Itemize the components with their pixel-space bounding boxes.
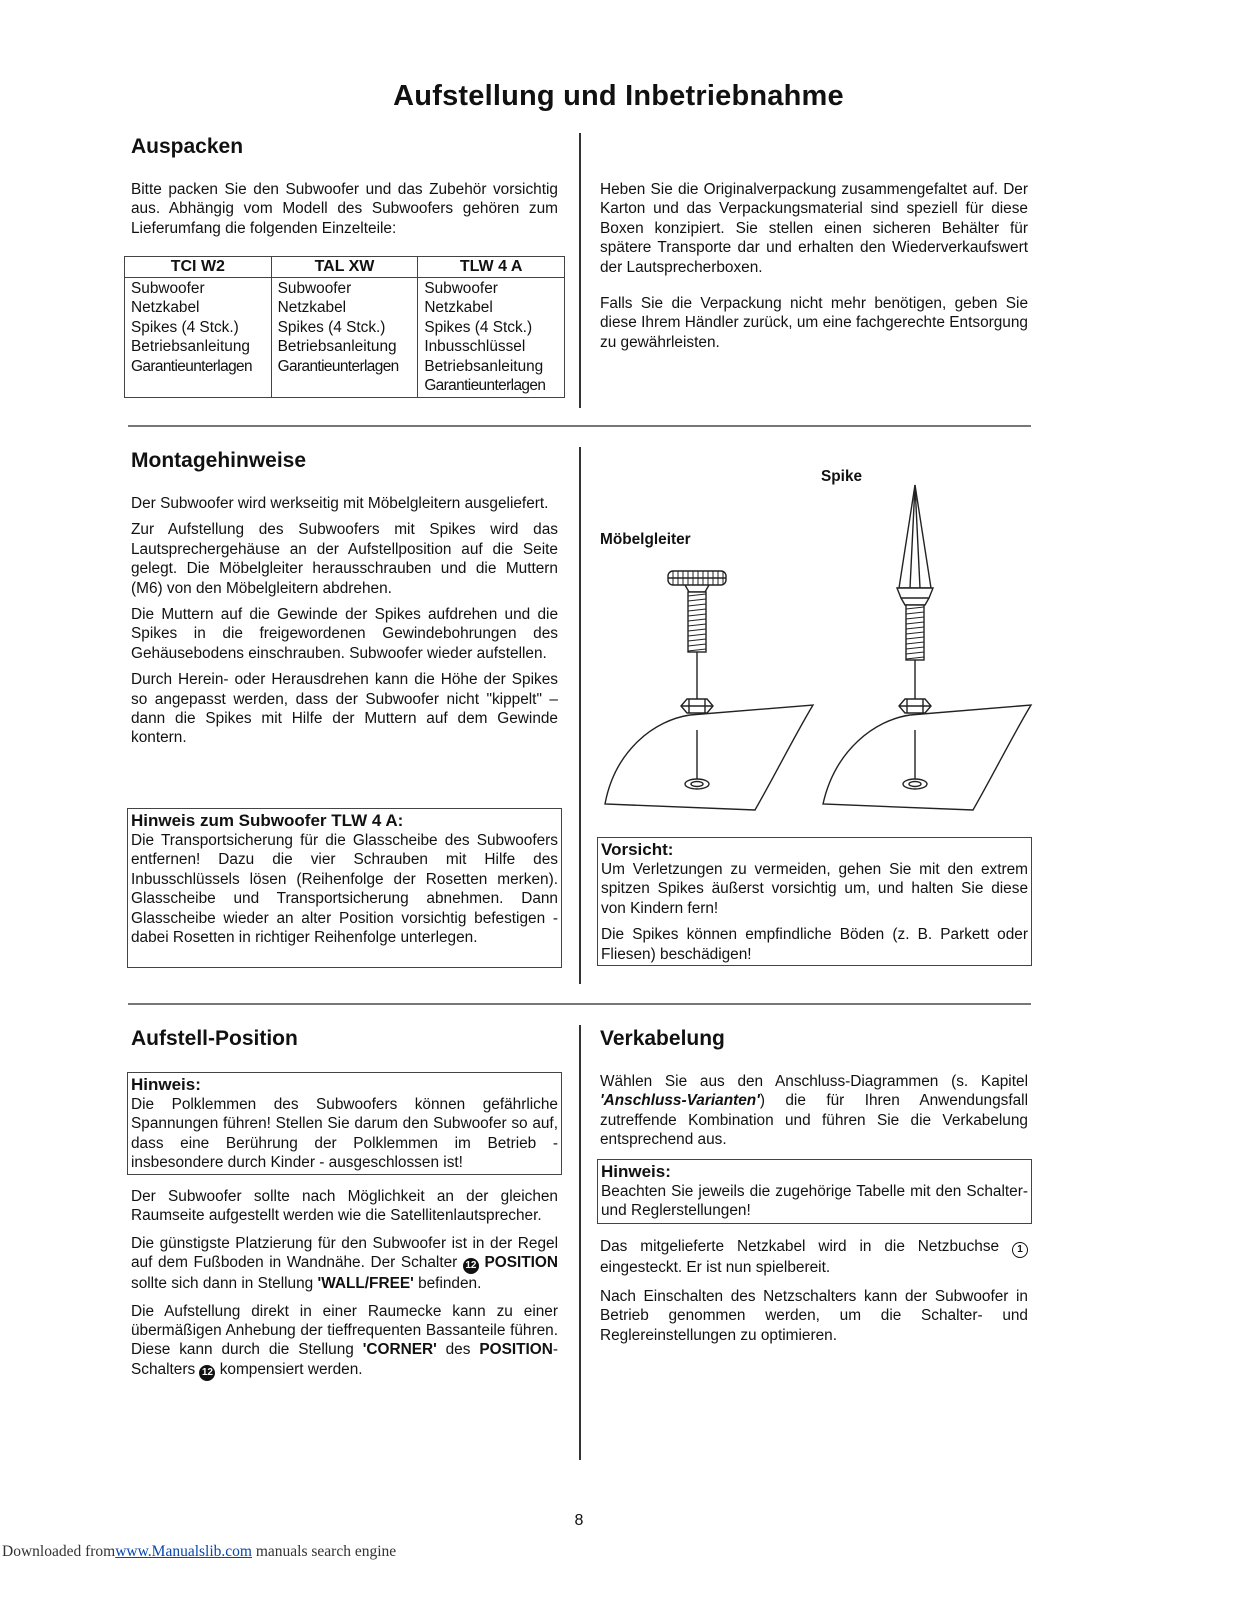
parts-header-talxw: TAL XW [271,257,418,278]
aufstell-text [131,1187,558,1381]
heading-verkabelung: Verkabelung [600,1027,725,1050]
position-word: POSITION [484,1254,558,1272]
aufstell-p3-b: des [445,1341,471,1359]
auspacken-right-p2: Falls Sie die Verpackung nicht mehr benötigen, geben Sie diese Ihrem Händler zurück, um eine fachgerechte Entsorgung zu gewährleisten. [600,295,1028,351]
label-moebelgleiter: Möbelgleiter [600,531,691,548]
switch-12-icon: 12 [199,1365,215,1381]
part-item: Spikes (4 Stck.) [131,318,239,336]
section-divider-2 [128,1003,1031,1005]
hinweis-polklemmen-box [127,1072,562,1175]
verkabelung-p2-b: eingesteckt. Er ist nun spielbereit. [600,1259,831,1276]
auspacken-intro: Bitte packen Sie den Subwoofer und das Zubehör vorsichtig aus. Abhängig vom Modell des Subwoofers gehören zum Lieferumfang die folgenden Einzelteile: [131,181,558,237]
aufstell-p1: Der Subwoofer sollte nach Möglichkeit an der gleichen Raumseite aufgestellt werden wie die Satellitenlautsprecher. [131,1188,558,1225]
vorsicht-text-2: Die Spikes können empfindliche Böden (z. B. Parkett oder Fliesen) beschädigen! [601,926,1028,963]
part-item: Spikes (4 Stck.) [277,318,386,336]
parts-col-talxw [271,278,418,398]
parts-table-row [125,278,565,398]
part-item: Spikes (4 Stck.) [424,318,533,336]
position-word: POSITION [479,1341,553,1359]
auspacken-right-p1: Heben Sie die Originalverpackung zusammengefaltet auf. Der Karton und das Verpackungsmaterial sind speziell für diese Boxen konzipiert. Sie stellen einen sicheren Behälter für spätere Transporte dar und erhalten den Wiederverkaufswert der Lautsprecherboxen. [600,181,1028,276]
parts-col-tlw4a [418,278,565,398]
verkabelung-p3: Nach Einschalten des Netzschalters kann der Subwoofer in Betrieb genommen werden, um die Schalter- und Reglereinstellungen zu optimieren. [600,1288,1028,1344]
hinweis-tabelle-box [597,1159,1032,1224]
column-divider-3 [579,1025,581,1460]
vorsicht-box [597,837,1032,966]
part-item: Betriebsanleitung [277,338,397,356]
verkabelung-p1 [600,1072,1028,1150]
column-divider-2 [579,447,581,984]
parts-header-tlw4a: TLW 4 A [418,257,565,278]
page-number: 8 [574,1512,584,1529]
hinweis-tlw4a-title: Hinweis zum Subwoofer TLW 4 A: [131,811,404,830]
verkabelung-p2-a: Das mitgelieferte Netzkabel wird in die Netzbuchse [600,1238,1000,1255]
netzbuchse-1-icon: 1 [1012,1242,1028,1258]
aufstell-p2 [131,1234,558,1294]
hinweis-tlw4a-text: Die Transportsicherung für die Glasscheibe des Subwoofers entfernen! Dazu die vier Schrauben mit Hilfe des Inbusschlüssels lösen (Reihenfolge der Rosetten merken). Glasscheibe und Transportsicherung abnehmen. Dann Glasscheibe wieder an alter Position vorsichtig befestigen - dabei Rosetten in richtiger Reihenfolge unterlegen. [131,832,558,947]
montage-paragraph: Durch Herein- oder Herausdrehen kann die Höhe der Spikes so angepasst werden, dass der Subwoofer nicht "kippelt" – dann die Spikes mit Hilfe der Muttern auf dem Gewinde kontern. [131,671,558,747]
hinweis-tabelle-text: Beachten Sie jeweils die zugehörige Tabelle mit den Schalter- und Reglerstellungen! [601,1183,1028,1220]
heading-aufstell: Aufstell-Position [131,1027,298,1050]
part-item: Betriebsanleitung [424,357,544,375]
label-spike: Spike [821,468,863,485]
part-item: Garantieunterlagen [277,357,399,375]
aufstell-p2-b: sollte sich dann in Stellung [131,1275,314,1293]
wall-free-setting: 'WALL/FREE' [317,1275,414,1293]
section-divider-1 [128,425,1031,427]
spike-glider-illustration [595,480,1035,820]
part-item: Garantieunterlagen [131,357,252,375]
parts-table-header [125,257,565,278]
montage-paragraph: Der Subwoofer wird werkseitig mit Möbelgleitern ausgeliefert. [131,495,549,512]
part-item: Inbusschlüssel [424,338,526,356]
manualslib-link[interactable]: www.Manualslib.com [115,1543,252,1560]
hinweis-tlw4a-box [127,808,562,968]
hinweis-polklemmen-title: Hinweis: [131,1075,201,1094]
aufstell-p3 [131,1302,558,1381]
montage-text [131,494,558,748]
page-title: Aufstellung und Inbetriebnahme [393,80,844,112]
column-divider-1 [579,133,581,408]
hinweis-polklemmen-text: Die Polklemmen des Subwoofers können gefährliche Spannungen führen! Stellen Sie darum den Subwoofer so auf, dass eine Berührung der Polklemmen im Betrieb - insbesondere durch Kinder - ausgeschlossen ist! [131,1096,558,1172]
verkabelung-p1-a: Wählen Sie aus den Anschluss-Diagrammen (s. Kapitel [600,1073,1028,1090]
parts-col-tciw2 [125,278,272,398]
vorsicht-text-1: Um Verletzungen zu vermeiden, gehen Sie mit den extrem spitzen Spikes äußerst vorsichtig um, und halten Sie diese von Kindern fern! [601,861,1028,917]
footer [2,1543,396,1561]
hinweis-tabelle-title: Hinweis: [601,1162,671,1181]
corner-setting: 'CORNER' [362,1341,437,1359]
part-item: Garantieunterlagen [424,377,546,395]
footer-prefix: Downloaded from [2,1543,116,1560]
part-item: Netzkabel [131,299,200,317]
part-item: Subwoofer [131,280,205,297]
footer-suffix: manuals search engine [255,1543,397,1560]
part-item: Betriebsanleitung [131,338,250,356]
aufstell-p3-d: kompensiert werden. [219,1360,363,1378]
verkabelung-p1-b: ) die für Ihren Anwendungsfall zutreffende Kombination und führen Sie die Verkabelung entsprechend aus. [600,1092,1028,1149]
parts-header-tciw2: TCI W2 [125,257,272,278]
switch-12-icon: 12 [463,1258,479,1274]
part-item: Subwoofer [424,280,498,297]
montage-paragraph: Zur Aufstellung des Subwoofers mit Spikes wird das Lautsprechergehäuse an der Aufstellposition auf die Seite gelegt. Die Möbelgleiter herausschrauben und die Muttern (M6) von den Möbelgleitern abdrehen. [131,521,558,597]
montage-paragraph: Die Muttern auf die Gewinde der Spikes aufdrehen und die Spikes in die freigewordenen Gewindebohrungen des Gehäusebodens einschrauben. Subwoofer wieder aufstellen. [131,606,558,662]
heading-montage: Montagehinweise [131,449,307,472]
aufstell-p3-c: -Schalters [131,1341,559,1378]
verkabelung-p2 [600,1237,1028,1277]
anschluss-varianten-ref: 'Anschluss-Varianten' [600,1092,760,1110]
aufstell-p2-c: befinden. [418,1275,482,1293]
aufstell-p2-a: Die günstigste Platzierung für den Subwoofer ist in der Regel auf dem Fußboden in Wandnähe. Der Schalter [131,1234,558,1272]
part-item: Netzkabel [424,299,493,317]
part-item: Netzkabel [277,299,347,317]
vorsicht-title: Vorsicht: [601,840,674,859]
parts-table [124,256,565,398]
aufstell-p3-a: Die Aufstellung direkt in einer Raumecke kann zu einer übermäßigen Anhebung der tieffrequenten Bassanteile führen. Diese kann durch die Stellung [131,1302,558,1359]
part-item: Subwoofer [277,280,352,297]
heading-auspacken: Auspacken [131,135,244,158]
